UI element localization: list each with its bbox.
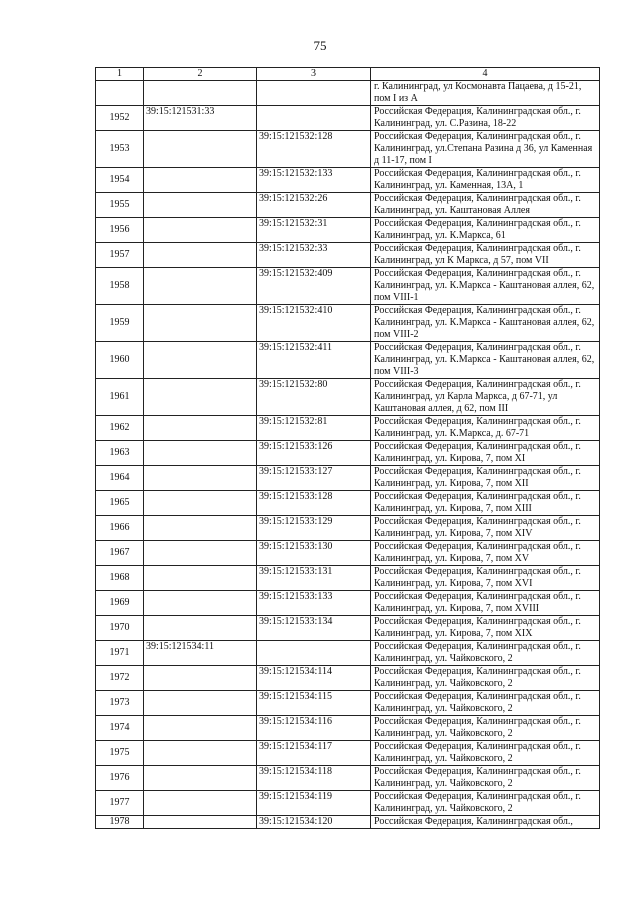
cadastral-number-cell: 39:15:121533:129	[257, 516, 371, 541]
row-number-cell: 1958	[96, 268, 144, 305]
address-cell: Российская Федерация, Калининградская обл., г. Калининград, ул. С.Разина, 18-22	[371, 106, 600, 131]
address-cell: Российская Федерация, Калининградская обл., г. Калининград, ул. К.Маркса - Каштановая аллея, 62, пом VIII-2	[371, 305, 600, 342]
table-row	[96, 218, 600, 243]
table-row	[96, 716, 600, 741]
address-cell: г. Калининград, ул Космонавта Пацаева, д 15-21, пом I из А	[371, 81, 600, 106]
row-number-cell: 1952	[96, 106, 144, 131]
row-number-cell: 1972	[96, 666, 144, 691]
cadastral-number-cell: 39:15:121534:114	[257, 666, 371, 691]
table-row	[96, 816, 600, 829]
cadastral-block-cell	[144, 193, 257, 218]
table-row	[96, 441, 600, 466]
cadastral-block-cell: 39:15:121534:11	[144, 641, 257, 666]
cadastral-block-cell	[144, 516, 257, 541]
table-row	[96, 491, 600, 516]
table-row	[96, 591, 600, 616]
address-cell: Российская Федерация, Калининградская обл., г. Калининград, ул. К.Маркса, д. 67-71	[371, 416, 600, 441]
address-cell: Российская Федерация, Калининградская обл., г. Калининград, ул. Кирова, 7, пом XVIII	[371, 591, 600, 616]
cadastral-block-cell	[144, 416, 257, 441]
row-number-cell: 1955	[96, 193, 144, 218]
table-row	[96, 766, 600, 791]
cadastral-block-cell	[144, 566, 257, 591]
cadastral-block-cell	[144, 243, 257, 268]
row-number-cell: 1969	[96, 591, 144, 616]
row-number-cell: 1977	[96, 791, 144, 816]
row-number-cell: 1961	[96, 379, 144, 416]
cadastral-number-cell: 39:15:121534:117	[257, 741, 371, 766]
cadastral-number-cell: 39:15:121533:134	[257, 616, 371, 641]
address-cell: Российская Федерация, Калининградская обл., г. Калининград, ул. Кирова, 7, пом XI	[371, 441, 600, 466]
column-header-address: 4	[371, 68, 600, 81]
cadastral-block-cell	[144, 441, 257, 466]
cadastral-number-cell: 39:15:121533:126	[257, 441, 371, 466]
cadastral-block-cell	[144, 218, 257, 243]
page-number: 75	[313, 38, 327, 53]
row-number-cell: 1976	[96, 766, 144, 791]
cadastral-number-cell: 39:15:121532:31	[257, 218, 371, 243]
column-header-block: 2	[144, 68, 257, 81]
address-cell: Российская Федерация, Калининградская обл., г. Калининград, ул.Степана Разина д 36, ул Каменная д 11-17, пом I	[371, 131, 600, 168]
cadastral-number-cell: 39:15:121534:120	[257, 816, 371, 829]
row-number-cell: 1963	[96, 441, 144, 466]
cadastral-block-cell	[144, 741, 257, 766]
table-row	[96, 268, 600, 305]
row-number-cell: 1962	[96, 416, 144, 441]
table-row	[96, 791, 600, 816]
table-row	[96, 168, 600, 193]
cadastral-block-cell	[144, 168, 257, 193]
table-row	[96, 379, 600, 416]
row-number-cell: 1968	[96, 566, 144, 591]
cadastral-block-cell	[144, 616, 257, 641]
address-cell: Российская Федерация, Калининградская обл., г. Калининград, ул. Кирова, 7, пом XIX	[371, 616, 600, 641]
cadastral-number-cell: 39:15:121534:119	[257, 791, 371, 816]
address-cell: Российская Федерация, Калининградская обл., г. Калининград, ул. Кирова, 7, пом XV	[371, 541, 600, 566]
cadastral-number-cell: 39:15:121532:33	[257, 243, 371, 268]
row-number-cell: 1970	[96, 616, 144, 641]
cadastral-number-cell: 39:15:121532:128	[257, 131, 371, 168]
cadastral-block-cell	[144, 342, 257, 379]
row-number-cell: 1964	[96, 466, 144, 491]
address-cell: Российская Федерация, Калининградская обл.,	[371, 816, 600, 829]
table-row	[96, 666, 600, 691]
address-cell: Российская Федерация, Калининградская обл., г. Калининград, ул. К.Маркса, 61	[371, 218, 600, 243]
address-cell: Российская Федерация, Калининградская обл., г. Калининград, ул. Кирова, 7, пом XIV	[371, 516, 600, 541]
row-number-cell: 1953	[96, 131, 144, 168]
table-row	[96, 566, 600, 591]
cadastral-block-cell	[144, 379, 257, 416]
table-row	[96, 81, 600, 106]
cadastral-number-cell	[257, 641, 371, 666]
table-row	[96, 131, 600, 168]
address-cell: Российская Федерация, Калининградская обл., г. Калининград, ул Карла Маркса, д 67-71, ул Каштановая аллея, д 62, пом III	[371, 379, 600, 416]
address-cell: Российская Федерация, Калининградская обл., г. Калининград, ул. Кирова, 7, пом XIII	[371, 491, 600, 516]
address-cell: Российская Федерация, Калининградская обл., г. Калининград, ул. Кирова, 7, пом XII	[371, 466, 600, 491]
row-number-cell: 1967	[96, 541, 144, 566]
cadastral-block-cell	[144, 305, 257, 342]
column-header-number: 1	[96, 68, 144, 81]
table-row	[96, 516, 600, 541]
row-number-cell: 1956	[96, 218, 144, 243]
cadastral-block-cell	[144, 666, 257, 691]
cadastral-block-cell	[144, 491, 257, 516]
address-cell: Российская Федерация, Калининградская обл., г. Калининград, ул. Чайковского, 2	[371, 691, 600, 716]
cadastral-number-cell: 39:15:121532:411	[257, 342, 371, 379]
table-row	[96, 641, 600, 666]
table-row	[96, 741, 600, 766]
table-row	[96, 691, 600, 716]
address-cell: Российская Федерация, Калининградская обл., г. Калининград, ул. Кирова, 7, пом XVI	[371, 566, 600, 591]
row-number-cell: 1973	[96, 691, 144, 716]
table-row	[96, 305, 600, 342]
table-row	[96, 616, 600, 641]
cadastral-block-cell	[144, 541, 257, 566]
row-number-cell: 1954	[96, 168, 144, 193]
address-cell: Российская Федерация, Калининградская обл., г. Калининград, ул. Чайковского, 2	[371, 741, 600, 766]
address-cell: Российская Федерация, Калининградская обл., г. Калининград, ул. Каменная, 13А, 1	[371, 168, 600, 193]
address-cell: Российская Федерация, Калининградская обл., г. Калининград, ул. Чайковского, 2	[371, 766, 600, 791]
cadastral-block-cell: 39:15:121531:33	[144, 106, 257, 131]
table-row	[96, 416, 600, 441]
cadastral-block-cell	[144, 816, 257, 829]
cadastral-number-cell: 39:15:121533:128	[257, 491, 371, 516]
address-cell: Российская Федерация, Калининградская обл., г. Калининград, ул. Чайковского, 2	[371, 666, 600, 691]
row-number-cell: 1978	[96, 816, 144, 829]
address-cell: Российская Федерация, Калининградская обл., г. Калининград, ул. Каштановая Аллея	[371, 193, 600, 218]
cadastral-number-cell: 39:15:121533:127	[257, 466, 371, 491]
table-row	[96, 466, 600, 491]
table-row	[96, 243, 600, 268]
row-number-cell: 1974	[96, 716, 144, 741]
cadastral-block-cell	[144, 466, 257, 491]
row-number-cell: 1960	[96, 342, 144, 379]
cadastral-block-cell	[144, 131, 257, 168]
row-number-cell	[96, 81, 144, 106]
cadastral-number-cell	[257, 106, 371, 131]
column-header-parcel: 3	[257, 68, 371, 81]
table-row	[96, 193, 600, 218]
row-number-cell: 1965	[96, 491, 144, 516]
cadastral-number-cell: 39:15:121532:26	[257, 193, 371, 218]
cadastral-number-cell: 39:15:121534:115	[257, 691, 371, 716]
address-cell: Российская Федерация, Калининградская обл., г. Калининград, ул. К.Маркса - Каштановая аллея, 62, пом VIII-1	[371, 268, 600, 305]
cadastral-number-cell: 39:15:121532:80	[257, 379, 371, 416]
cadastral-number-cell: 39:15:121532:81	[257, 416, 371, 441]
row-number-cell: 1971	[96, 641, 144, 666]
row-number-cell: 1975	[96, 741, 144, 766]
row-number-cell: 1959	[96, 305, 144, 342]
cadastral-number-cell: 39:15:121532:133	[257, 168, 371, 193]
address-cell: Российская Федерация, Калининградская обл., г. Калининград, ул. Чайковского, 2	[371, 716, 600, 741]
address-cell: Российская Федерация, Калининградская обл., г. Калининград, ул К Маркса, д 57, пом VII	[371, 243, 600, 268]
table-body	[96, 81, 600, 829]
cadastral-block-cell	[144, 766, 257, 791]
table-header-row	[96, 68, 600, 81]
cadastral-block-cell	[144, 268, 257, 305]
cadastral-number-cell: 39:15:121533:130	[257, 541, 371, 566]
cadastral-number-cell	[257, 81, 371, 106]
cadastral-number-cell: 39:15:121532:410	[257, 305, 371, 342]
table-row	[96, 106, 600, 131]
cadastral-block-cell	[144, 81, 257, 106]
address-cell: Российская Федерация, Калининградская обл., г. Калининград, ул. Чайковского, 2	[371, 791, 600, 816]
cadastral-number-cell: 39:15:121533:131	[257, 566, 371, 591]
address-cell: Российская Федерация, Калининградская обл., г. Калининград, ул. Чайковского, 2	[371, 641, 600, 666]
cadastral-number-cell: 39:15:121532:409	[257, 268, 371, 305]
row-number-cell: 1966	[96, 516, 144, 541]
cadastral-block-cell	[144, 691, 257, 716]
cadastral-registry-table	[95, 67, 600, 829]
cadastral-block-cell	[144, 591, 257, 616]
address-cell: Российская Федерация, Калининградская обл., г. Калининград, ул. К.Маркса - Каштановая аллея, 62, пом VIII-3	[371, 342, 600, 379]
cadastral-number-cell: 39:15:121534:116	[257, 716, 371, 741]
cadastral-number-cell: 39:15:121533:133	[257, 591, 371, 616]
table-row	[96, 342, 600, 379]
cadastral-block-cell	[144, 791, 257, 816]
row-number-cell: 1957	[96, 243, 144, 268]
cadastral-block-cell	[144, 716, 257, 741]
table-row	[96, 541, 600, 566]
cadastral-number-cell: 39:15:121534:118	[257, 766, 371, 791]
